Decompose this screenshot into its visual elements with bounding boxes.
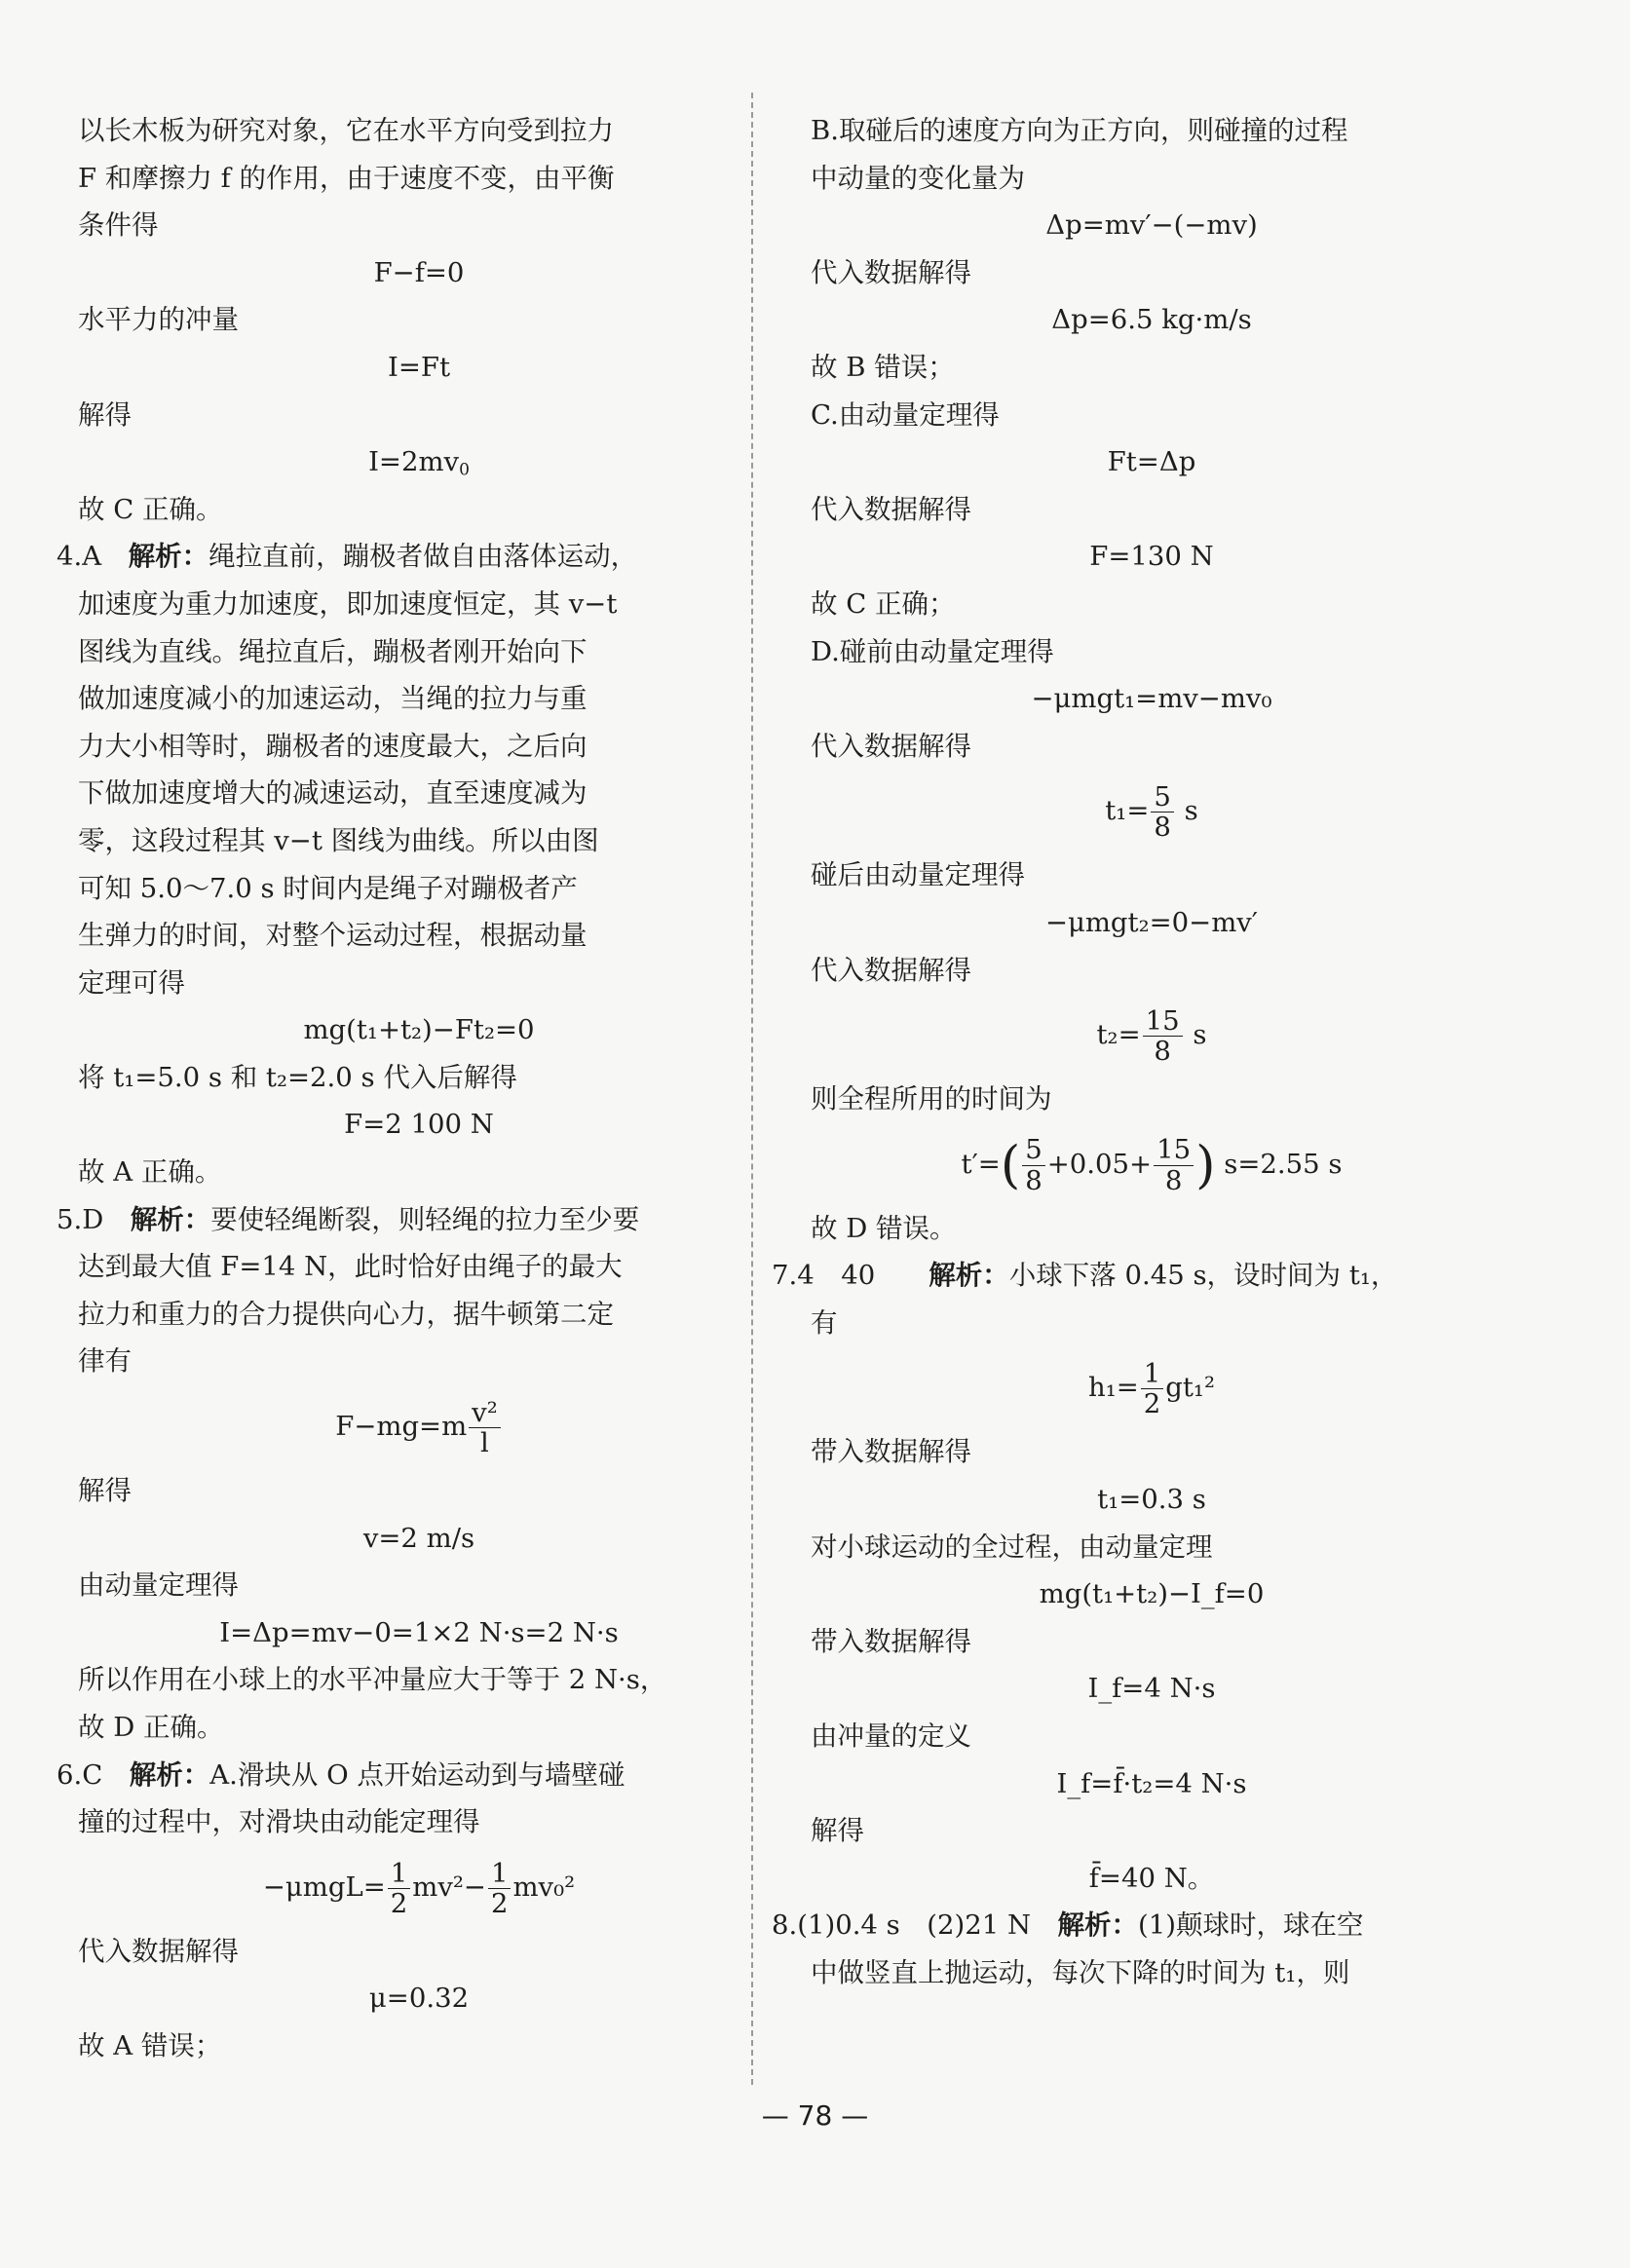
text-line: 解得 xyxy=(811,1815,864,1847)
equation: F=130 N xyxy=(1089,541,1214,573)
equation: v=2 m/s xyxy=(362,1522,475,1554)
equation: h₁= $\frac{1}{2}$ gt₁² xyxy=(1088,1358,1215,1420)
text-line: 水平力的冲量 xyxy=(78,304,239,336)
text-line: 加速度为重力加速度，即加速度恒定，其 v−t xyxy=(78,587,618,620)
equation: f̄=40 N。 xyxy=(1088,1862,1215,1894)
text-line: 带入数据解得 xyxy=(811,1625,971,1657)
analysis-tag: 解析： xyxy=(129,1758,210,1791)
text-line: 可知 5.0～7.0 s 时间内是绳子对蹦极者产 xyxy=(78,872,578,904)
text-line: 有 xyxy=(811,1306,838,1339)
text-line: 故 C 正确。 xyxy=(78,493,223,525)
text-line: 解得 xyxy=(78,398,132,431)
right-column xyxy=(772,107,1493,1997)
analysis-tag: 解析： xyxy=(929,1260,1009,1292)
equation: F−mg=m $\frac{\text{v²}}{l}$ xyxy=(78,1385,760,1467)
equation: −μmgt₂=0−mv′ xyxy=(1044,906,1259,938)
text-line: 以长木板为研究对象，它在水平方向受到拉力 xyxy=(78,115,614,146)
left-column xyxy=(57,107,760,2070)
equation: t₁=0.3 s xyxy=(1097,1484,1206,1516)
text-line: D.碰前由动量定理得 xyxy=(811,635,1054,667)
text-line: 拉力和重力的合力提供向心力，据牛顿第二定 xyxy=(78,1298,614,1330)
text-line: 由动量定理得 xyxy=(78,1569,239,1602)
text-line: 解得 xyxy=(78,1475,132,1507)
text-line: 故 D 错误。 xyxy=(811,1212,957,1244)
text-line: 代入数据解得 xyxy=(811,493,971,525)
equation: μ=0.32 xyxy=(368,1983,470,2015)
text-line: 力大小相等时，蹦极者的速度最大，之后向 xyxy=(78,730,588,762)
answer-number: 6.C xyxy=(57,1758,103,1791)
answer-number: 7.4 40 xyxy=(772,1260,876,1292)
equation: −μmgt₁=mv−mv₀ xyxy=(1031,683,1272,715)
equation: Δp=mv′−(−mv) xyxy=(1045,209,1258,242)
text-line: 条件得 xyxy=(78,209,159,242)
answer-number: 8.(1)0.4 s (2)21 N xyxy=(772,1909,1032,1942)
equation: Ft=Δp xyxy=(1107,446,1196,478)
text-line: 故 C 正确； xyxy=(811,587,956,620)
text-line: C.由动量定理得 xyxy=(811,398,1000,431)
equation: t′=( $\frac{5}{8}$ +0.05+ $\frac{15}{8}$ ) s=2.55 s xyxy=(961,1134,1343,1196)
equation: I=Δp=mv−0=1×2 N·s=2 N·s xyxy=(219,1616,619,1648)
equation: I_f=4 N·s xyxy=(1087,1673,1216,1705)
equation: −μmgL= $\frac{1}{2}$ mv²− $\frac{1}{2}$ mv₀² xyxy=(262,1857,576,1919)
text-line: 生弹力的时间，对整个运动过程，根据动量 xyxy=(78,920,588,952)
text-line: 定理可得 xyxy=(78,966,185,999)
text-line: 撞的过程中，对滑块由动能定理得 xyxy=(78,1806,480,1838)
text-line: 带入数据解得 xyxy=(811,1436,971,1468)
equation: F=2 100 N xyxy=(344,1109,494,1141)
equation: $I=2mv_0$ xyxy=(368,446,470,480)
equation: mg(t₁+t₂)−I_f=0 xyxy=(1039,1578,1265,1610)
equation: F−f=0 xyxy=(373,256,465,288)
answer-number: 4.A xyxy=(57,541,102,573)
text-line: 做加速度减小的加速运动，当绳的拉力与重 xyxy=(78,683,588,715)
text-line: 下做加速度增大的减速运动，直至速度减为 xyxy=(78,777,588,810)
text-line: 所以作用在小球上的水平冲量应大于等于 2 N·s， xyxy=(78,1664,667,1696)
page-number: — 78 — xyxy=(761,2099,869,2132)
text-line: 律有 xyxy=(78,1345,132,1378)
text-line: B.取碰后的速度方向为正方向，则碰撞的过程 xyxy=(811,115,1348,146)
analysis-tag: 解析： xyxy=(1057,1909,1139,1942)
text-line: 图线为直线。绳拉直后，蹦极者刚开始向下 xyxy=(78,635,588,667)
question-8-header: 8.(1)0.4 s (2)21 N 解析：(1)颠球时，球在空 xyxy=(772,1909,1364,1942)
text-line: 碰后由动量定理得 xyxy=(811,859,1025,891)
text-line: 故 D 正确。 xyxy=(78,1712,224,1743)
question-5-header: 5.D 解析：要使轻绳断裂，则轻绳的拉力至少要 xyxy=(57,1203,640,1235)
text-line: 对小球运动的全过程，由动量定理 xyxy=(811,1531,1213,1563)
text-line: 故 A 错误； xyxy=(78,2029,222,2061)
text-line: F 和摩擦力 f 的作用，由于速度不变，由平衡 xyxy=(78,162,615,194)
equation: mg(t₁+t₂)−Ft₂=0 xyxy=(303,1014,535,1046)
equation: t₁= $\frac{5}{8}$ s xyxy=(1105,781,1198,844)
text-line: 中动量的变化量为 xyxy=(811,162,1025,194)
equation: Δp=6.5 kg·m/s xyxy=(1051,304,1252,336)
question-7-header: 7.4 40 解析：小球下落 0.45 s，设时间为 t₁， xyxy=(772,1260,1398,1292)
text-line: 代入数据解得 xyxy=(811,954,971,986)
question-4-header: 4.A 解析：绳拉直前，蹦极者做自由落体运动， xyxy=(57,541,638,573)
text-line: 故 A 正确。 xyxy=(78,1156,222,1189)
text-line: 代入数据解得 xyxy=(78,1935,239,1967)
text-line: 将 t₁=5.0 s 和 t₂=2.0 s 代入后解得 xyxy=(78,1061,517,1093)
text-line: 中做竖直上抛运动，每次下降的时间为 t₁，则 xyxy=(811,1957,1350,1988)
text-line: 由冲量的定义 xyxy=(811,1720,971,1753)
answer-number: 5.D xyxy=(57,1203,104,1235)
equation: t₂= $\frac{15}{8}$ s xyxy=(1096,1004,1207,1068)
text-line: 故 B 错误； xyxy=(811,351,955,383)
text-line: 则全程所用的时间为 xyxy=(811,1083,1052,1115)
question-6-header: 6.C 解析：A.滑块从 O 点开始运动到与墙壁碰 xyxy=(57,1758,625,1791)
analysis-tag: 解析： xyxy=(130,1203,211,1235)
text-line: 代入数据解得 xyxy=(811,256,971,288)
text-line: 代入数据解得 xyxy=(811,730,971,762)
equation: I=Ft xyxy=(387,351,451,383)
equation: I_f=f̄·t₂=4 N·s xyxy=(1056,1767,1247,1799)
text-line: 零，这段过程其 v−t 图线为曲线。所以由图 xyxy=(78,824,599,856)
text-line: 达到最大值 F=14 N，此时恰好由绳子的最大 xyxy=(78,1251,623,1283)
analysis-tag: 解析： xyxy=(128,541,209,573)
